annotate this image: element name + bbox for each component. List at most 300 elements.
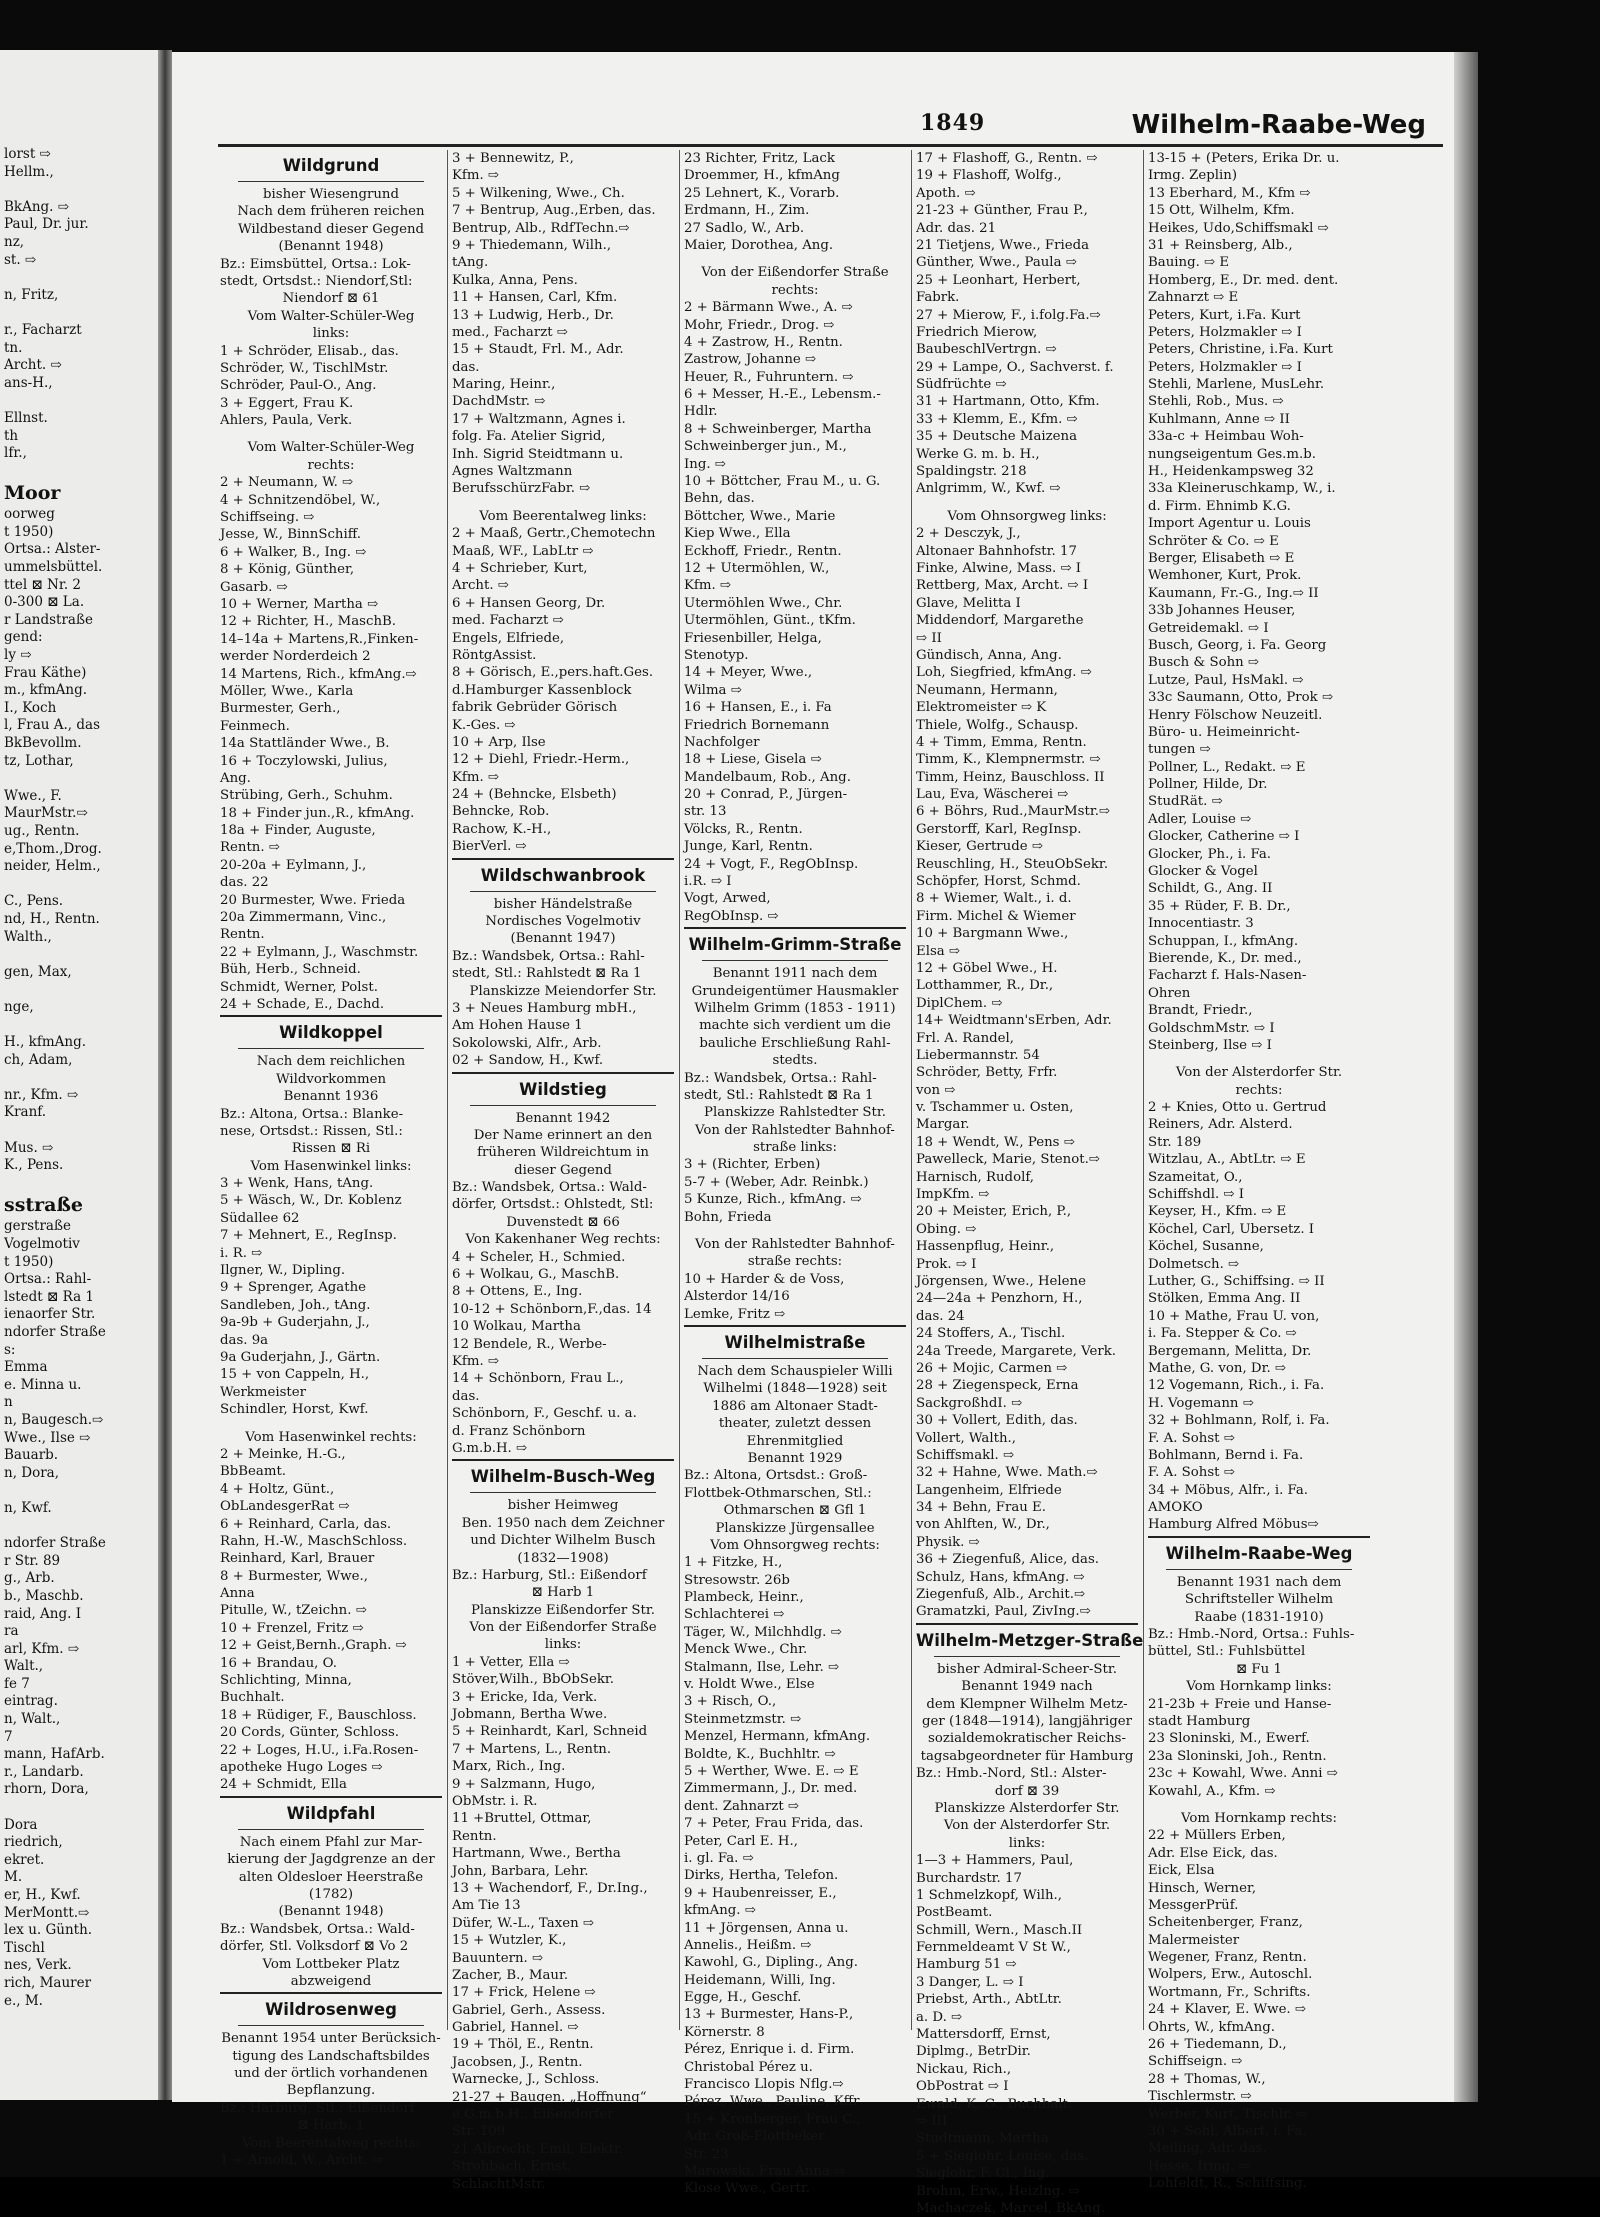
directory-entry: Burchardstr. 17 [916, 1870, 1022, 1886]
directory-entry: 6 + Böhrs, Rud.,MaurMstr.⇨ [916, 804, 1111, 820]
street-note: Nach einem Pfahl zur Mar- [239, 1834, 423, 1850]
directory-entry: Ilgner, W., Dipling. [220, 1263, 346, 1279]
directory-entry: Völcks, R., Rentn. [684, 821, 803, 837]
left-page-line: m., kfmAng. [4, 682, 88, 699]
directory-entry: Import Agentur u. Louis [1148, 516, 1311, 532]
column-3 [684, 150, 906, 2197]
left-page-line: ekret. [4, 1851, 45, 1868]
directory-entry: str. 13 [684, 804, 727, 820]
street-note: Wilhelm Grimm (1853 - 1911) [694, 1000, 896, 1016]
directory-entry: Agnes Waltzmann [452, 464, 573, 480]
directory-entry: 9 + Sprenger, Agathe [220, 1280, 367, 1296]
directory-entry: Lotthammer, R., Dr., [916, 978, 1054, 994]
directory-entry: Anna [220, 1586, 255, 1602]
directory-entry: Heidemann, Willi, Ing. [684, 1972, 836, 1988]
directory-entry: Peters, Kurt, i.Fa. Kurt [1148, 307, 1301, 323]
left-page-line: nes, Verk. [4, 1957, 72, 1974]
directory-entry: 34 + Behn, Frau E. [916, 1500, 1046, 1516]
street-note: Grundeigentümer Hausmakler [691, 983, 899, 999]
directory-entry: 4 + Schnitzendöbel, W., [220, 492, 381, 508]
street-note: Schriftsteller Wilhelm [1184, 1592, 1334, 1608]
directory-entry: 22 + Loges, H.U., i.Fa.Rosen- [220, 1742, 419, 1758]
directory-entry: Witzlau, A., AbtLtr. ⇨ E [1148, 1152, 1306, 1168]
directory-entry: 12 + Utermöhlen, W., [684, 560, 830, 576]
directory-entry: dörfer, Ortsdst.: Ohlstedt, Stl: [452, 1197, 654, 1213]
directory-entry: tungen ⇨ [1148, 742, 1211, 758]
directory-entry: nese, Ortsdst.: Rissen, Stl.: [220, 1123, 403, 1139]
street-note: Planskizze Meiendorfer Str. [469, 983, 657, 999]
directory-entry: AMOKO [1148, 1500, 1203, 1516]
directory-entry: werder Norderdeich 2 [220, 649, 371, 665]
directory-entry: Bz.: Altona, Ortsa.: Blanke- [220, 1106, 404, 1122]
directory-entry: Ohren [1148, 985, 1191, 1001]
directory-entry: büttel, Stl.: Fuhlsbüttel [1148, 1644, 1306, 1660]
street-note: Vom Beerentalweg links: [479, 508, 647, 524]
directory-entry: i. R. ⇨ [220, 1245, 263, 1261]
directory-entry: Mandelbaum, Rob., Ang. [684, 769, 851, 785]
spacer [1148, 1054, 1370, 1064]
left-page-line: gerstraße [4, 1218, 71, 1235]
left-page-line: MaurMstr.⇨ [4, 805, 88, 822]
street-heading-rule [470, 891, 656, 892]
directory-entry: Wemhoner, Kurt, Prok. [1148, 568, 1302, 584]
directory-entry: Rahn, H.-W., MaschSchloss. [220, 1533, 408, 1549]
street-heading-rule [470, 1492, 656, 1493]
directory-entry: Loh, Siegfried, kfmAng. ⇨ [916, 665, 1092, 681]
directory-entry: kfmAng. ⇨ [684, 1903, 756, 1919]
street-note: kierung der Jagdgrenze an der [227, 1852, 435, 1868]
directory-entry: 24a Treede, Margarete, Verk. [916, 1343, 1116, 1359]
street-note: Benannt 1936 [283, 1089, 379, 1105]
directory-entry: 3 + Eggert, Frau K. [220, 395, 354, 411]
left-page-line [4, 1069, 154, 1087]
directory-entry: med. Facharzt ⇨ [452, 613, 564, 629]
directory-entry: Böttcher, Wwe., Marie [684, 508, 836, 524]
directory-entry: Ing. ⇨ [684, 456, 726, 472]
street-note: Benannt 1929 [747, 1450, 843, 1466]
directory-entry: Rentn. [220, 927, 265, 943]
left-page-line: r., Landarb. [4, 1763, 84, 1780]
left-page-line: arl, Kfm. ⇨ [4, 1640, 80, 1657]
directory-entry: Ewald, K. G., Buchhalt. [916, 2096, 1073, 2112]
directory-entry: Rachow, K.-H., [452, 821, 552, 837]
directory-entry: 24—24a + Penzhorn, H., [916, 1291, 1083, 1307]
directory-entry: Flottbek-Othmarschen, Stl.: [684, 1485, 872, 1501]
directory-entry: dörfer, Stl. Volksdorf ⊠ Vo 2 [220, 1939, 409, 1955]
directory-entry: Schweinberger jun., M., [684, 439, 847, 455]
directory-entry: v. Tschammer u. Osten, [916, 1100, 1074, 1116]
directory-entry: 6 + Reinhard, Carla, das. [220, 1516, 392, 1532]
street-note: Der Name erinnert an den [473, 1127, 653, 1143]
directory-entry: Anlgrimm, W., Kwf. ⇨ [916, 481, 1061, 497]
directory-entry: ImpKfm. ⇨ [916, 1187, 990, 1203]
directory-entry: Klose Wwe., Gertr. [684, 2181, 811, 2197]
directory-entry: 21-27 + Baugen. „Hoffnung“ [452, 2089, 647, 2105]
directory-entry: Vollert, Walth., [916, 1430, 1016, 1446]
directory-entry: Harnisch, Rudolf, [916, 1169, 1035, 1185]
directory-entry: Keyser, H., Kfm. ⇨ E [1148, 1204, 1287, 1220]
directory-entry: Kfm. ⇨ [452, 769, 500, 785]
left-page-line: Mus. ⇨ [4, 1139, 54, 1156]
left-page-line: tn. [4, 339, 23, 356]
directory-entry: Bergemann, Melitta, Dr. [1148, 1343, 1312, 1359]
directory-entry: Sokolowski, Alfr., Arb. [452, 1035, 602, 1051]
street-heading-rule [238, 1048, 424, 1049]
street-note: Benannt 1954 unter Berücksich- [221, 2031, 441, 2047]
left-page-line [4, 1482, 154, 1500]
spacer [684, 254, 906, 264]
street-note: Vom Hasenwinkel links: [250, 1158, 412, 1174]
street-note: bisher Händelstraße [493, 896, 633, 912]
column-5 [1148, 150, 1370, 2192]
left-page-line: ttel ⊠ Nr. 2 [4, 576, 82, 593]
left-page-line: Wwe., Ilse ⇨ [4, 1429, 91, 1446]
street-note: ⊠ Harb. 1 [297, 2118, 365, 2134]
directory-entry: Jacobsen, J., Rentn. [452, 2054, 583, 2070]
left-page-line: r Str. 89 [4, 1552, 61, 1569]
directory-entry: Wilma ⇨ [684, 682, 742, 698]
directory-entry: Adler, Louise ⇨ [1148, 811, 1252, 827]
directory-entry: 5 + Wäsch, W., Dr. Koblenz [220, 1193, 402, 1209]
left-page-line: nd, H., Rentn. [4, 910, 100, 927]
directory-entry: 14–14a + Martens,R.,Finken- [220, 631, 419, 647]
street-note: Von der Rahlstedter Bahnhof- [695, 1122, 895, 1138]
street-heading: Wildschwanbrook [480, 865, 646, 885]
directory-entry: 9 + Salzmann, Hugo, [452, 1776, 596, 1792]
street-note: Von der Alsterdorfer Str. [943, 1818, 1111, 1834]
directory-entry: 10 + Bargmann Wwe., [916, 926, 1069, 942]
directory-entry: 6 + Wolkau, G., MaschB. [452, 1267, 620, 1283]
directory-entry: 11 + Hansen, Carl, Kfm. [452, 290, 618, 306]
left-page-line: Kranf. [4, 1104, 47, 1121]
directory-entry: Machaczek, Marcel, BkAng. [916, 2200, 1105, 2216]
directory-entry: 24 + Schade, E., Dachd. [220, 996, 385, 1012]
directory-entry: 2 + Meinke, H.-G., [220, 1446, 346, 1462]
directory-entry: das. 9a [220, 1332, 269, 1348]
directory-entry: Schlachterei ⇨ [684, 1607, 785, 1623]
directory-entry: a. D. ⇨ [916, 2009, 963, 2025]
directory-entry: Pollner, Hilde, Dr. [1148, 777, 1268, 793]
street-note: bisher Heimweg [507, 1498, 619, 1514]
directory-entry: 11 + Jörgensen, Anna u. [684, 1920, 849, 1936]
directory-entry: Friedrich Bornemann [684, 717, 830, 733]
left-page-line: Ortsa.: Rahl- [4, 1271, 92, 1288]
directory-entry: Bierende, K., Dr. med., [1148, 950, 1302, 966]
directory-entry: 9a Guderjahn, J., Gärtn. [220, 1350, 381, 1365]
directory-entry: Rentn. ⇨ [220, 840, 280, 856]
section-rule [684, 1325, 906, 1327]
directory-entry: Schmidt, Werner, Polst. [220, 979, 378, 995]
directory-entry: 18 + Wendt, W., Pens ⇨ [916, 1134, 1075, 1150]
directory-entry: Boldte, K., Buchhltr. ⇨ [684, 1746, 836, 1762]
directory-entry: Bz.: Wandsbek, Ortsa.: Rahl- [452, 948, 645, 964]
street-note: Planskizze Eißendorfer Str. [470, 1602, 656, 1618]
directory-entry: 19 + Flashoff, Wolfg., [916, 168, 1062, 184]
directory-entry: Kieser, Gertrude ⇨ [916, 839, 1043, 855]
directory-entry: Diplmg., BetrDir. [916, 2044, 1031, 2060]
left-page-line: n, Walt., [4, 1711, 61, 1728]
directory-entry: K.-Ges. ⇨ [452, 717, 516, 733]
column-divider [679, 150, 680, 2030]
street-heading: Wildrosenweg [265, 2000, 397, 2020]
directory-entry: 2 + Desczyk, J., [916, 526, 1021, 542]
directory-entry: Kawohl, G., Dipling., Ang. [684, 1955, 858, 1971]
book-spine [158, 50, 172, 2100]
directory-entry: 7 + Peter, Frau Frida, das. [684, 1816, 864, 1832]
directory-entry: Middendorf, Margarethe [916, 613, 1084, 629]
directory-entry: StudRät. ⇨ [1148, 794, 1223, 810]
left-page-line: I., Koch [4, 699, 57, 716]
directory-entry: Lohfeldt, R., Schiffsing. [1148, 2176, 1307, 2192]
directory-entry: 14+ Weidtmann'sErben, Adr. [916, 1013, 1112, 1029]
directory-entry: 4 + Scheler, H., Schmied. [452, 1249, 626, 1265]
left-page [0, 50, 158, 2100]
left-page-line: ch, Adam, [4, 1051, 73, 1068]
directory-entry: Sandleben, Joh., tAng. [220, 1297, 371, 1313]
directory-entry: fabrik Gebrüder Görisch [452, 700, 618, 716]
directory-entry: Junge, Karl, Rentn. [684, 839, 813, 855]
left-page-line: t 1950) [4, 1253, 54, 1270]
directory-entry: 35 + Rüder, F. B. Dr., [1148, 898, 1291, 914]
street-note: stedts. [772, 1053, 818, 1069]
directory-entry: Bz.: Hmb.-Nord, Ortsa.: Fuhls- [1148, 1627, 1355, 1643]
left-page-line: 0-300 ⊠ La. [4, 594, 85, 611]
spacer [452, 498, 674, 508]
directory-entry: Schlichting, Minna, [220, 1673, 352, 1689]
directory-entry: Schindler, Horst, Kwf. [220, 1402, 369, 1418]
street-note: Ehrenmitglied [746, 1433, 844, 1449]
left-page-line: Tischl [4, 1939, 45, 1956]
directory-entry: Steinberg, Ilse ⇨ I [1148, 1037, 1272, 1053]
street-heading-rule [702, 960, 888, 961]
directory-entry: Peters, Holzmakler ⇨ I [1148, 359, 1302, 375]
directory-entry: 4 + Schrieber, Kurt, [452, 560, 588, 576]
left-page-line: n [4, 1394, 13, 1411]
left-page-line: nge, [4, 998, 34, 1015]
directory-entry: 3 + Neues Hamburg mbH., [452, 1000, 637, 1016]
left-page-line: e. Minna u. [4, 1376, 82, 1393]
left-page-line [4, 1122, 154, 1140]
street-heading: Wilhelm-Grimm-Straße [688, 935, 902, 955]
directory-entry: Altonaer Bahnhofstr. 17 [916, 543, 1077, 559]
left-page-line [4, 1175, 154, 1193]
directory-entry: Mohr, Friedr., Drog. ⇨ [684, 317, 835, 333]
directory-entry: Schiffshdl. ⇨ I [1148, 1187, 1245, 1203]
left-page-line: Bauarb. [4, 1447, 59, 1464]
left-page-line: H., kfmAng. [4, 1034, 87, 1051]
street-note: und der örtlich vorhandenen [234, 2066, 428, 2082]
directory-entry: 21-23 + Günther, Frau P., [916, 203, 1088, 219]
spacer [916, 498, 1138, 508]
street-heading: Wildstieg [519, 1079, 607, 1099]
directory-entry: 12 + Richter, H., MaschB. [220, 614, 397, 630]
directory-entry: Ohrts, W., kfmAng. [1148, 2019, 1275, 2035]
left-page-line: Wwe., F. [4, 787, 62, 804]
left-page-line: er, H., Kwf. [4, 1887, 81, 1903]
directory-entry: 28 + Thomas, W., [1148, 2071, 1266, 2087]
directory-entry: 20a Zimmermann, Vinc., [220, 910, 387, 926]
directory-entry: dent. Zahnarzt ⇨ [684, 1798, 800, 1814]
spacer [684, 1226, 906, 1236]
street-note: (Benannt 1947) [510, 931, 616, 947]
directory-entry: Werke G. m. b. H., [916, 446, 1040, 462]
directory-entry: 36 + Ziegenfuß, Alice, das. [916, 1552, 1100, 1568]
directory-entry: d. Franz Schönborn [452, 1423, 586, 1439]
street-note: dorf ⊠ 39 [994, 1783, 1060, 1799]
directory-entry: Ziegenfuß, Alb., Archit.⇨ [916, 1587, 1086, 1603]
directory-entry: Malermeister [1148, 1932, 1240, 1948]
directory-entry: Düfer, W.-L., Taxen ⇨ [452, 1915, 594, 1931]
left-page-line: n, Fritz, [4, 286, 59, 303]
street-note: Benannt 1949 nach [961, 1679, 1093, 1695]
directory-entry: Adr. Else Eick, das. [1148, 1845, 1278, 1861]
left-page-line [4, 463, 154, 481]
directory-entry: v. Holdt Wwe., Else [684, 1677, 815, 1693]
directory-entry: 15 + Staudt, Frl. M., Adr. [452, 342, 624, 358]
column-4 [916, 150, 1144, 2216]
left-page-line: nz, [4, 233, 25, 250]
directory-entry: Zacher, B., Maur. [452, 1967, 569, 1983]
left-page-line: g., Arb. [4, 1570, 55, 1587]
directory-entry: 22 + Müllers Erben, [1148, 1828, 1286, 1844]
directory-entry: 6 + Walker, B., Ing. ⇨ [220, 544, 367, 560]
directory-entry: 27 + Mierow, F., i.folg.Fa.⇨ [916, 307, 1101, 323]
directory-entry: Adr. Groß-Flottbeker [684, 2129, 825, 2145]
directory-entry: 12 + Göbel Wwe., H. [916, 960, 1058, 976]
directory-entry: Henry Fölschow Neuzeitl. [1148, 707, 1323, 723]
directory-entry: Marowski, Frau Anna ⇨ [684, 2163, 846, 2179]
directory-entry: ObMstr. i. R. [452, 1793, 538, 1809]
left-page-line: BkAng. ⇨ [4, 198, 70, 215]
left-page-line: ra [4, 1623, 19, 1640]
directory-entry: Gündisch, Anna, Ang. [916, 647, 1062, 663]
directory-entry: Schildt, G., Ang. II [1148, 881, 1273, 897]
directory-entry: Innocentiastr. 3 [1148, 916, 1254, 932]
directory-entry: 18a + Finder, Auguste, [220, 823, 376, 839]
directory-entry: Priebst, Arth., AbtLtr. [916, 1992, 1062, 2008]
left-page-line: M. [4, 1869, 23, 1886]
directory-entry: 8 + Schweinberger, Martha [684, 421, 872, 437]
directory-entry: 31 + Reinsberg, Alb., [1148, 237, 1293, 253]
page-number: 1849 [920, 110, 986, 136]
street-note: Von der Rahlstedter Bahnhof- [695, 1237, 895, 1253]
directory-entry: 6 + Hansen Georg, Dr. [452, 595, 606, 611]
left-page-line: r., Facharzt [4, 321, 82, 338]
directory-entry: BerufsschürzFabr. ⇨ [452, 481, 591, 497]
directory-entry: G.m.b.H. ⇨ [452, 1440, 528, 1456]
left-page-line: Emma [4, 1359, 48, 1376]
directory-entry: 34 + Möbus, Alfr., i. Fa. [1148, 1482, 1309, 1498]
directory-entry: BaubeschlVertrgn. ⇨ [916, 342, 1057, 358]
directory-entry: Dolmetsch. ⇨ [1148, 1256, 1240, 1272]
left-page-line: e,Thom.,Drog. [4, 840, 102, 857]
column-divider [447, 150, 448, 2030]
directory-entry: 25 Lehnert, K., Vorarb. [684, 185, 840, 201]
directory-entry: Bz.: Wandsbek, Ortsa.: Wald- [220, 1921, 415, 1937]
directory-entry: Droemmer, H., kfmAng [684, 168, 840, 184]
directory-entry: Schulz, Hans, kfmAng. ⇨ [916, 1569, 1085, 1585]
directory-entry: 13 + Burmester, Hans-P., [684, 2007, 854, 2023]
left-page-line: raid, Ang. I [4, 1605, 82, 1622]
directory-entry: 14 + Schönborn, Frau L., [452, 1371, 624, 1387]
left-page-line: Archt. ⇨ [4, 357, 62, 374]
directory-entry: i.R. ⇨ I [684, 874, 732, 890]
directory-entry: 3 + Wenk, Hans, tAng. [220, 1176, 374, 1192]
directory-entry: 8 + König, Günther, [220, 562, 355, 578]
column-2 [452, 150, 674, 2192]
directory-entry: 4 + Holtz, Günt., [220, 1481, 335, 1497]
directory-entry: 25 + Leonhart, Herbert, [916, 272, 1081, 288]
street-note: Duvenstedt ⊠ 66 [506, 1214, 620, 1230]
directory-entry: 17 + Waltzmann, Agnes i. [452, 411, 626, 427]
directory-entry: Rettberg, Max, Archt. ⇨ I [916, 578, 1089, 594]
left-page-line: r Landstraße [4, 611, 93, 628]
directory-entry: Maring, Heinr., [452, 377, 556, 393]
directory-entry: Reinhard, Karl, Brauer [220, 1551, 375, 1567]
directory-entry: 21 Tietjens, Wwe., Frieda [916, 237, 1090, 253]
left-page-line: th [4, 427, 19, 444]
street-note: links: [312, 326, 350, 342]
directory-entry: 27 Sadlo, W., Arb. [684, 220, 805, 236]
directory-entry: 4 + Zastrow, H., Rentn. [684, 334, 843, 350]
directory-entry: 18 + Rüdiger, F., Bauschloss. [220, 1707, 417, 1723]
directory-entry: John, Barbara, Lehr. [452, 1863, 589, 1879]
directory-entry: ObPostrat ⇨ I [916, 2079, 1009, 2095]
street-note: Vom Hornkamp links: [1186, 1679, 1332, 1695]
left-page-line: tz, Lothar, [4, 752, 74, 769]
left-page-line: lorst ⇨ [4, 146, 51, 162]
street-note: Raabe (1831-1910) [1194, 1609, 1324, 1625]
directory-entry: Kfm. ⇨ [684, 578, 732, 594]
directory-entry: 24 + Vogt, F., RegObInsp. [684, 856, 859, 872]
directory-entry: 9 + Haubenreisser, E., [684, 1885, 837, 1901]
street-note: bisher Admiral-Scheer-Str. [937, 1661, 1117, 1677]
directory-entry: Eckhoff, Friedr., Rentn. [684, 543, 842, 559]
directory-entry: Buchhalt. [220, 1690, 285, 1706]
left-page-line: C., Pens. [4, 893, 64, 910]
left-page-line: rich, Maurer [4, 1974, 92, 1991]
street-note: Von der Alsterdorfer Str. [1175, 1065, 1343, 1081]
street-note: Wildvorkommen [275, 1071, 387, 1087]
street-note: Niendorf ⊠ 61 [282, 291, 380, 307]
directory-entry: 20 Burmester, Wwe. Frieda [220, 892, 406, 908]
directory-entry: 26 + Mojic, Carmen ⇨ [916, 1360, 1068, 1376]
street-note: dem Klempner Wilhelm Metz- [926, 1696, 1128, 1712]
directory-entry: i. gl. Fa. ⇨ [684, 1850, 754, 1866]
directory-entry: Timm, Heinz, Bauschloss. II [916, 769, 1105, 785]
spacer [220, 429, 442, 439]
directory-entry: Feinmech. [220, 718, 290, 734]
street-note: sozialdemokratischer Reichs- [928, 1731, 1126, 1747]
directory-entry: Utermöhlen Wwe., Chr. [684, 595, 843, 611]
directory-entry: 1 + Arnold, W., Archt. ⇨ [220, 2153, 383, 2169]
directory-entry: Firm. Michel & Wiemer [916, 908, 1076, 924]
directory-entry: 18 + Finder jun.,R., kfmAng. [220, 805, 415, 821]
directory-entry: 23 Richter, Fritz, Lack [684, 151, 835, 166]
street-note: (1782) [308, 1886, 354, 1902]
street-note: dieser Gegend [514, 1162, 612, 1178]
directory-entry: Getreidemakl. ⇨ I [1148, 620, 1269, 636]
directory-entry: Reuschling, H., SteuObSekr. [916, 856, 1109, 872]
directory-entry: 32 + Hahne, Wwe. Math.⇨ [916, 1465, 1098, 1481]
directory-entry: das. 22 [220, 875, 269, 891]
directory-entry: Lemke, Fritz ⇨ [684, 1306, 786, 1322]
street-heading: Wilhelm-Busch-Weg [470, 1467, 656, 1487]
directory-entry: Apoth. ⇨ [916, 185, 976, 201]
directory-entry: 12 + Geist,Bernh.,Graph. ⇨ [220, 1638, 407, 1654]
directory-entry: Schröder, Paul-O., Ang. [220, 378, 377, 394]
directory-entry: Schiffseing. ⇨ [220, 510, 315, 526]
